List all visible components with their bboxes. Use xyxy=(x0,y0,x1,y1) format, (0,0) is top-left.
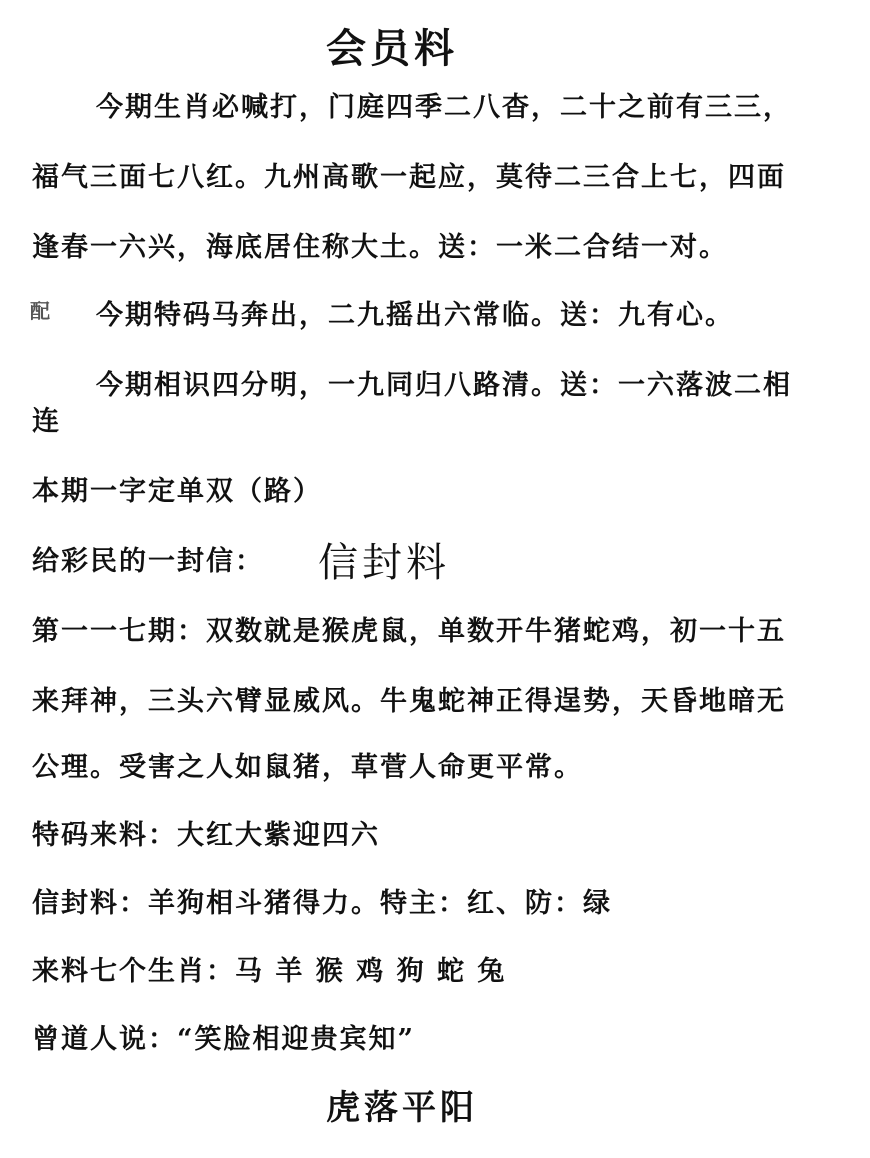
envelope-material-line: 信封料：羊狗相斗猪得力。特主：红、防：绿 xyxy=(32,888,612,919)
special-code-material: 特码来料：大红大紫迎四六 xyxy=(32,820,380,851)
single-double-line: 本期一字定单双（路） xyxy=(32,476,322,507)
seven-zodiac-line: 来料七个生肖：马 羊 猴 鸡 狗 蛇 兔 xyxy=(32,956,507,987)
verse-line-1: 今期生肖必喊打，门庭四季二八杳，二十之前有三三， xyxy=(96,92,792,123)
letter-prefix: 给彩民的一封信： xyxy=(32,546,264,577)
letter-verse-line-2: 来拜神，三头六臂显威风。牛鬼蛇神正得逞势，天昏地暗无 xyxy=(32,686,786,717)
recognition-verse-line-2: 连 xyxy=(32,406,61,437)
verse-line-3: 逢春一六兴，海底居住称大土。送：一米二合结一对。 xyxy=(32,232,728,263)
envelope-material-title: 信封料 xyxy=(318,540,450,586)
special-code-verse: 今期特码马奔出，二九摇出六常临。送：九有心。 xyxy=(96,300,734,331)
bottom-title: 虎落平阳 xyxy=(326,1088,478,1128)
recognition-verse-line-1: 今期相识四分明，一九同归八路清。送：一六落波二相 xyxy=(96,370,792,401)
letter-verse-line-1: 第一一七期：双数就是猴虎鼠，单数开牛猪蛇鸡，初一十五 xyxy=(32,616,786,647)
member-material-title: 会员料 xyxy=(326,25,458,72)
taoist-saying-line: 曾道人说：“笑脸相迎贵宾知” xyxy=(32,1024,416,1055)
verse-line-2: 福气三面七八红。九州高歌一起应，莫待二三合上七，四面 xyxy=(32,162,786,193)
margin-mark: 配 xyxy=(30,299,50,323)
letter-verse-line-3: 公理。受害之人如鼠猪，草菅人命更平常。 xyxy=(32,752,583,783)
